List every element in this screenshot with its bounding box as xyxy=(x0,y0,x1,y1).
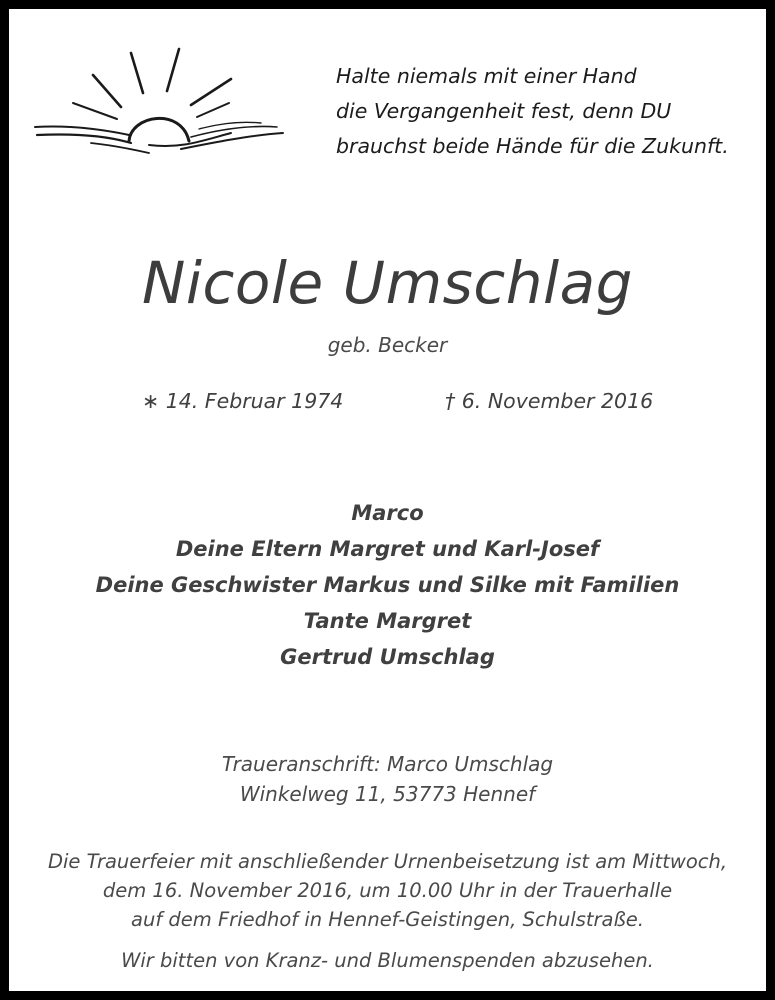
service-line: dem 16. November 2016, um 10.00 Uhr in der Trauerhalle xyxy=(102,879,673,902)
death-date: † 6. November 2016 xyxy=(445,389,654,413)
birth-date: ∗ 14. Februar 1974 xyxy=(142,389,344,413)
motto-line: die Vergangenheit fest, denn DU xyxy=(336,99,672,123)
mourner-line: Deine Eltern Margret und Karl-Josef xyxy=(175,537,600,561)
mourning-address xyxy=(9,749,766,809)
address-line: Traueranschrift: Marco Umschlag xyxy=(221,752,554,776)
service-line: Die Trauerfeier mit anschließender Urnenbeisetzung ist am Mittwoch, xyxy=(47,850,728,873)
mourner-line: Marco xyxy=(351,501,424,525)
funeral-service-info xyxy=(9,847,766,934)
service-line: auf dem Friedhof in Hennef-Geistingen, Schulstraße. xyxy=(131,908,644,931)
mourner-line: Gertrud Umschlag xyxy=(280,645,495,669)
maiden-name: geb. Becker xyxy=(327,333,448,357)
motto-line: brauchst beide Hände für die Zukunft. xyxy=(336,134,729,158)
deceased-name: Nicole Umschlag xyxy=(142,249,633,317)
mourner-line: Tante Margret xyxy=(303,609,472,633)
address-line: Winkelweg 11, 53773 Hennef xyxy=(239,782,536,806)
rising-sun-icon xyxy=(31,45,287,157)
mourners-list xyxy=(9,495,766,675)
motto-quote xyxy=(336,59,729,164)
mourner-line: Deine Geschwister Markus und Silke mit Familien xyxy=(95,573,680,597)
motto-line: Halte niemals mit einer Hand xyxy=(336,64,637,88)
donation-request: Wir bitten von Kranz- und Blumenspenden abzusehen. xyxy=(121,949,654,972)
